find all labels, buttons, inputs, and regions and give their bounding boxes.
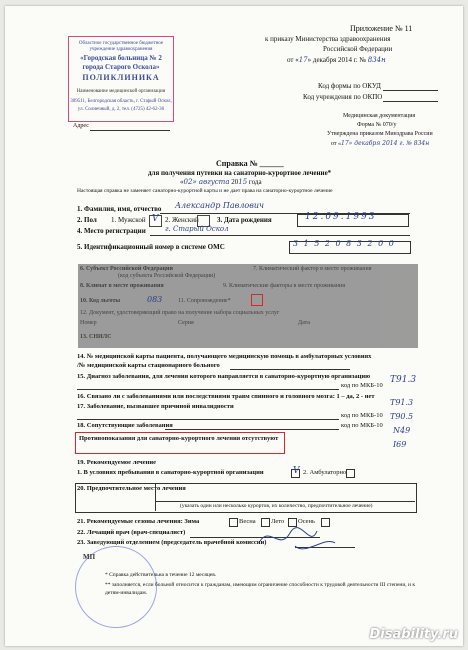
contraindications-box (75, 432, 285, 454)
cert-date: «02» августа 2015 года (180, 178, 262, 186)
valid-note: * Справка действительна в течение 12 месяцев. (105, 572, 217, 578)
field-15-label: 15. Диагноз заболевания, для лечения которого направляется в санаторно-курортную организацию (77, 373, 371, 380)
appendix-date: от «17» декабря 2014 г. № 834н (287, 56, 386, 64)
field-18-label: 18. Сопутствующие заболевания (77, 422, 173, 429)
field-2-label: 2. Пол (77, 216, 97, 224)
field-17-code-label: код по МКБ-10 (341, 412, 383, 419)
field-5-label: 5. Идентификационный номер в системе ОМС (77, 243, 225, 251)
male-checkbox: V (149, 215, 162, 227)
contraindications-text: Противопоказания для санаторно-курортного лечения отсутствуют (79, 435, 279, 442)
field-18-code-1: T91.3 (390, 398, 414, 407)
winter-checkbox (229, 518, 238, 527)
appendix-title: Приложение № 11 (350, 24, 413, 33)
field-18-code-label: код по МКБ-10 (341, 422, 383, 429)
field-5-value: 3 1 5 2 0 8 3 2 0 0 (293, 239, 396, 248)
field-14-label: 14. № медицинской карты пациента, получающего медицинскую помощь в амбулаторных условиях (77, 353, 372, 360)
appendix-line3: Российской Федерации (323, 45, 393, 53)
mp-label: МП (83, 553, 96, 561)
field-1-value: Александр Павлович (175, 201, 265, 210)
option-2-checkbox (346, 469, 355, 478)
field-21-autumn: Осень (298, 518, 315, 525)
field-4-label: 4. Место регистрации (77, 227, 146, 235)
field-3-value: 12.09.1993 (305, 212, 377, 222)
field-20-label: 20. Предпочтительное место лечения (77, 485, 186, 492)
cert-number-title: Справка № ______ (216, 159, 284, 168)
field-20-hint: (указать один или несколько курортов, их количество, предпочтительное лечение) (180, 503, 373, 509)
clinic-stamp: Областное государственное бюджетное учреждение здравоохранения «Городская больница № 2 города Старого Оскола» ПОЛИКЛИНИКА Наименование медицинской организации 309511, Белгородская область, г. Старый Оскол, ул. Солнечный, д. 2, тел. (4725) 42-62-36 (68, 36, 174, 122)
field-3-label: 3. Дата рождения (217, 216, 272, 224)
field-14-line2: /№ медицинской карты стационарного больного (77, 362, 220, 369)
shaded-section: 6. Субъект Российской Федерации (код субъекта Российской Федерации) 7. Климатический фактор в месте проживания 8. Климат в месте проживания 9. Климатические факторы в месте проживания 10. Код льготы 11. Сопровождение* 12. Документ, удостоверяющий право на получение набора социальных услуг Номер Серия Дата 13. СНИЛС (78, 264, 418, 348)
document-page (5, 6, 463, 646)
field-23-label: 23. Заведующий отделением (председатель врачебной комиссии) (77, 539, 267, 546)
field-4-value: г. Старый Оскол (165, 225, 229, 233)
field-10-value: 083 (147, 295, 163, 304)
field-19-option-2: 2. Амбулаторно (303, 469, 347, 476)
option-1-checkbox: V (293, 466, 300, 476)
approved-line: Утверждена приказом Минздрава России (327, 131, 433, 137)
field-18-code-2: T90.5 (390, 412, 414, 421)
field-18-code-4: I69 (393, 440, 407, 449)
field-22-label: 22. Лечащий врач (врач-специалист) (77, 529, 186, 536)
address-label: Адрес (73, 123, 89, 129)
okud-label: Код формы по ОКУД (318, 82, 381, 90)
field-1-label: 1. Фамилия, имя, отчество (77, 205, 162, 213)
field-18-code-3: N49 (393, 426, 411, 435)
field-21-label: 21. Рекомендуемые сезоны лечения: Зима (77, 518, 200, 525)
appendix-line2: к приказу Министерства здравоохранения (265, 35, 391, 43)
approved-date: от «17» декабря 2014 г. № 834н (331, 140, 430, 147)
field-19-label: 19. Рекомендуемое лечение (77, 459, 156, 466)
doctor-signature (255, 521, 345, 561)
field-19-option-1: 1. В условиях пребывания в санаторно-курортной организации (77, 469, 264, 476)
foot-note: ** заполняется, если больной относится к гражданам, имеющим ограничение способности к трудовой деятельности III степени, и к детям-инвалидам. (105, 582, 416, 596)
med-doc-label: Медицинская документация (343, 113, 416, 119)
field-16-label: 16. Связано ли с заболеваниями или последствиями травм спинного и головного мозга: 1 – да, 2 - нет (77, 393, 375, 400)
field-2-female: 2. Женский (165, 216, 199, 224)
field-2-male: 1. Мужской (111, 216, 146, 224)
field-21-summer: Лето (271, 518, 285, 525)
cert-title: для получения путевки на санаторно-курортное лечение* (148, 169, 332, 177)
field-21-spring: Весна (239, 518, 256, 525)
field-17-label: 17. Заболевание, вызвавшее причиной инвалидности (77, 403, 234, 410)
field-15-code: T91.3 (390, 375, 417, 385)
form-label: Форма № 070/у (357, 122, 397, 128)
watermark: Disability.ru (369, 627, 458, 642)
cert-note: Настоящая справка не заменяет санаторно-курортной карты и не дает права на санаторно-курортное лечение (77, 188, 333, 194)
field-15-code-label: код по МКБ-10 (341, 382, 383, 389)
okpo-label: Код учреждения по ОКПО (303, 93, 383, 101)
escort-box (251, 294, 263, 306)
